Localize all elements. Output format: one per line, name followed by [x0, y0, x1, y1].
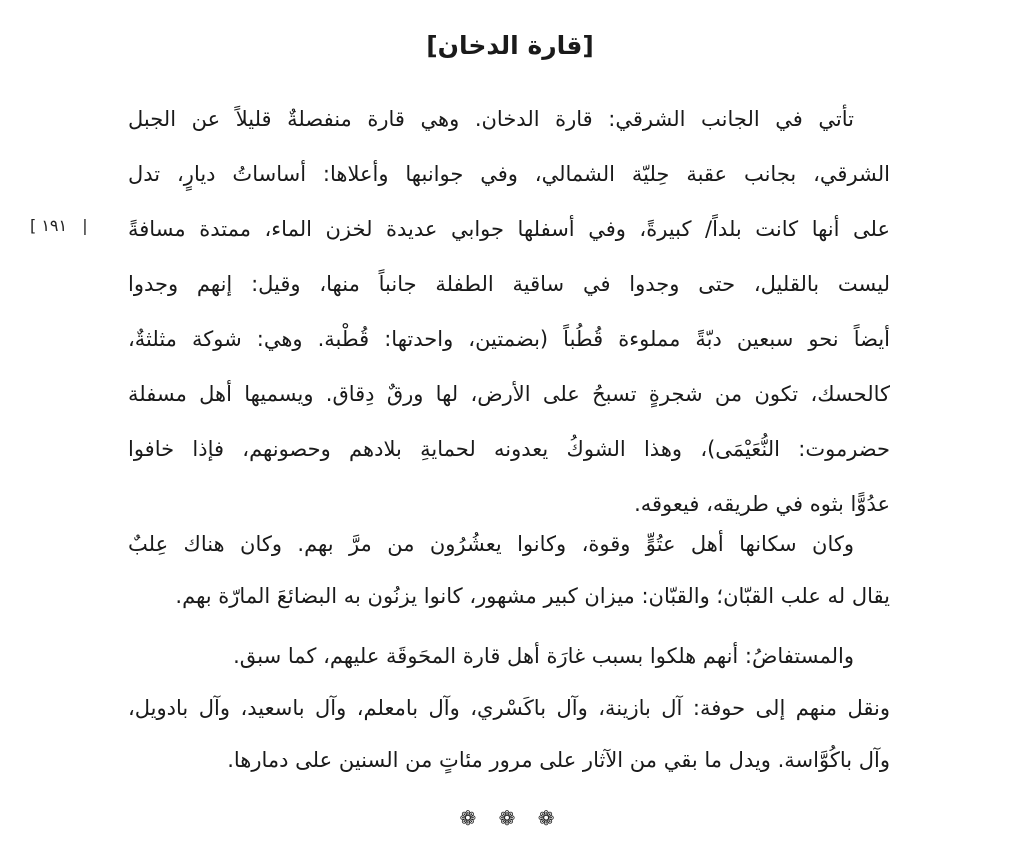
page-marker-number: [ ١٩١ — [30, 216, 68, 235]
paragraph-2 — [128, 518, 890, 622]
flower-asterisk-icon: ❁ — [537, 806, 561, 830]
flower-asterisk-icon: ❁ — [498, 806, 522, 830]
page-marker-separator: | — [82, 216, 89, 235]
flower-asterisk-icon: ❁ — [459, 806, 483, 830]
section-end-ornament — [0, 806, 1020, 830]
text-line: وكان سكانها أهل عتُوٍّ وقوة، وكانوا يعشُرُون من مرَّ بهم. وكان هناك عِلبٌ — [128, 532, 854, 556]
text-line: يقال له علب القبّان؛ والقبّان: ميزان كبير مشهور، كانوا يزنُون به البضائعَ المارّة بهم. — [175, 584, 890, 608]
text-line: أيضاً نحو سبعين دبّةً مملوءة قُطُباً (بضمتين، واحدتها: قُطْبة. وهي: شوكة مثلثةٌ، — [128, 327, 890, 351]
text-line: كالحسك، تكون من شجرةٍ تسبحُ على الأرض، لها ورقٌ دِقاق. ويسميها أهل مسفلة — [128, 382, 890, 406]
text-line: ونقل منهم إلى حوفة: آل بازينة، وآل باكَسْري، وآل بامعلم، وآل باسعيد، وآل بادويل، — [128, 696, 890, 720]
section-title: [قارة الدخان] — [426, 31, 594, 60]
text-line: حضرموت: النُّعَيْمَى)، وهذا الشوكُ يعدونه لحمايةِ بلادهم وحصونهم، فإذا خافوا — [128, 437, 890, 461]
text-line: عدُوًّا بثوه في طريقه، فيعوقه. — [634, 492, 890, 516]
original-page-marker — [30, 216, 89, 235]
text-line: تأتي في الجانب الشرقي: قارة الدخان. وهي قارة منفصلةٌ قليلاً عن الجبل — [128, 107, 854, 131]
text-line: على أنها كانت بلداً/ كبيرةً، وفي أسفلها جوابي عديدة لخزن الماء، ممتدة مسافةً — [128, 217, 890, 241]
text-line: والمستفاضُ: أنهم هلكوا بسبب غارَة أهل قارة المحَوقَة عليهم، كما سبق. — [233, 644, 854, 668]
text-line: وآل باكُوَّاسة. ويدل ما بقي من الآثار على مرور مئاتٍ من السنين على دمارها. — [227, 748, 890, 772]
paragraph-1 — [128, 92, 890, 532]
text-line: ليست بالقليل، حتى وجدوا في ساقية الطفلة جانباً منها، وقيل: إنهم وجدوا — [128, 272, 890, 296]
text-line: الشرقي، بجانب عقبة حِليّة الشمالي، وفي جوانبها وأعلاها: أساساتُ ديارٍ، تدل — [128, 162, 890, 186]
paragraph-3 — [128, 630, 890, 786]
